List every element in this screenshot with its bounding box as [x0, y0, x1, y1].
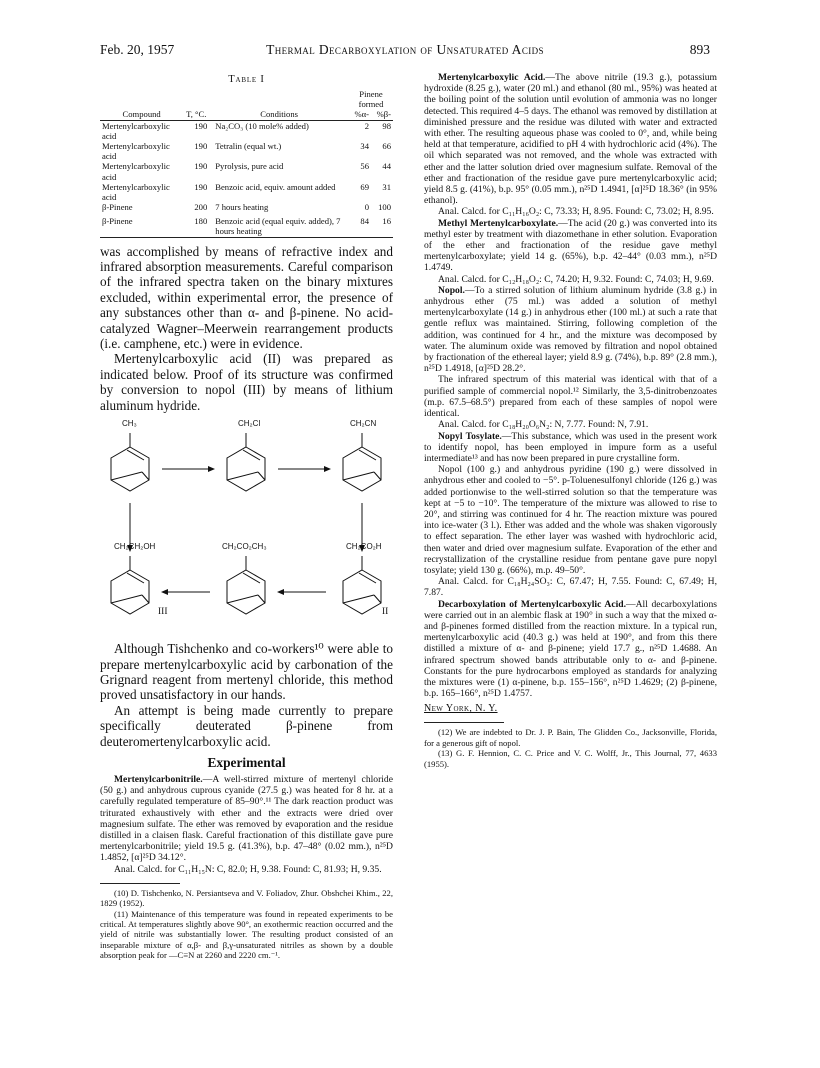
experimental-paragraph: Nopol (100 g.) and anhydrous pyridine (190 g.) were dissolved in anhydrous ether and cooled to −5°. p-Toluenesulfonyl chloride (126 g.) was added portionwise to the well-stirred solution so that the temperature was kept at −5 to −10°. The temperature of the mixture was allowed to rise to 20°, and stirring was continued for 4 hr. The reaction mixture was poured into ice-water (3 l.). Ether was added and the whole was shaken vigorously to effect separation. The ether layer was washed with hydrochloric acid, then water and dried over magnesium sulfate. Evaporation of the ether and recrystallization of the crystalline residue from pentane gave pure nopyl tosylate; yield 130 g. (66%), m.p. 49–50°. [424, 464, 717, 576]
table-row [100, 182, 393, 202]
experimental-paragraph [100, 774, 393, 864]
footnote: (10) D. Tishchenko, N. Persiantseva and V. Foliadov, Zhur. Obshchei Khim., 22, 1829 (1952). [100, 887, 393, 909]
table-head-temp: T, °C. [183, 109, 209, 120]
table-cell-conditions: Tetralin (equal wt.) [215, 141, 282, 152]
table-cell-beta: 66 [382, 141, 391, 152]
body-paragraph: was accomplished by means of refractive index and infrared absorption measurements. Careful comparison of the infrared spectra taken on the binary mixtures excluded, within experimental error, the presence of any substances other than α- and β-pinene. No acid-catalyzed Wagner–Meerwein rearrangement products (i.e. camphene, etc.) were in evidence. [100, 243, 393, 352]
paragraph-text: —To a stirred solution of lithium aluminum hydride (3.8 g.) in anhydrous ether (75 ml.) was added a solution of methyl mertenylcarboxylate (14 g.) in anhydrous ether (100 ml.) at such a rate that gentle reflux was maintained. Stirring, following completion of the addition, was continued for 4 hr., and the mixture was decomposed by water. The aluminum oxide was removed by filtration and nopol obtained by fractionation of the ethereal layer; yield 8.9 g. (74%), b.p. 89° (2.8 mm.), n²⁵D 1.4918, [α]²⁵D 28.2°. [424, 284, 717, 375]
table-cell-alpha: 2 [364, 120, 369, 131]
compound-heading: Mertenylcarbonitrile. [114, 773, 203, 785]
footnote: (12) We are indebted to Dr. J. P. Bain, The Glidden Co., Jacksonville, Florida, for a generous gift of nopol. [424, 727, 717, 748]
table-1 [100, 89, 393, 238]
table-head-beta: %β- [371, 109, 393, 120]
table-cell-alpha: 69 [360, 181, 369, 192]
table-cell-compound: Mertenylcarboxylic acid [102, 181, 170, 203]
analysis-line: Anal. Calcd. for C₁₈H₂₀O₆N₂: N, 7.77. Found: N, 7.91. [438, 419, 649, 431]
footnote: (13) G. F. Hennion, C. C. Price and V. C. Wolff, Jr., This Journal, 77, 4633 (1955). [424, 748, 717, 769]
table-cell-compound: β-Pinene [100, 216, 183, 237]
table-head-alpha: %α- [349, 109, 371, 120]
table-row [100, 216, 393, 237]
page-number: 893 [689, 42, 710, 57]
analysis-line: Anal. Calcd. for C₁₂H₁₈O₂: C, 74.20; H, 9.32. Found: C, 74.03; H, 9.69. [438, 273, 714, 285]
table-cell-beta: 44 [382, 161, 391, 172]
table-cell-beta: 98 [382, 120, 391, 131]
table-head-conditions: Conditions [209, 109, 349, 120]
running-header [100, 42, 710, 62]
analysis-line: Anal. Calcd. for C₁₁H₁₆O₂: C, 73.33; H, 8.95. Found: C, 73.02; H, 8.95. [438, 206, 714, 218]
table-head-pinene-formed: Pinene formed [358, 89, 384, 110]
paragraph-text: —All decarboxylations were carried out in an alembic flask at 190° in such a way that the mixed α- and β-pinenes formed distilled from the reaction mixture. In a typical run, mertenylcarboxylic acid (40.3 g.) was held at 190°, and from this there distilled a mixture of α- and β-pinene; yield 17.7 g., n²⁵D 1.4688. An infrared spectrum showed bands attributable only to α- and β-pinene. Constants for the pure hydrocarbons employed as standards for analyzing the mixtures were (1) α-pinene, b.p. 155–156°, n²⁵D 1.4629; (2) β-pinene, b.p. 165–166°, n²⁵D 1.4757. [424, 598, 717, 700]
analysis-line: Anal. Calcd. for C₁₁H₁₅N: C, 82.0; H, 9.38. Found: C, 81.93; H, 9.35. [114, 863, 382, 875]
compound-heading: Methyl Mertenylcarboxylate. [438, 217, 559, 229]
institution-location: New York, N. Y. [424, 703, 498, 715]
experimental-paragraph [424, 285, 717, 375]
table-head-compound: Compound [100, 109, 183, 120]
compound-heading: Nopol. [438, 284, 465, 296]
section-heading: Experimental [207, 754, 286, 770]
table-row [100, 161, 393, 181]
table-row [100, 141, 393, 161]
table-header-row [100, 109, 393, 120]
compound-heading: Decarboxylation of Mertenylcarboxylic Acid. [438, 598, 626, 610]
table-cell-conditions: Na₂CO₃ (10 mole% added) [215, 120, 309, 131]
table-cell-temp: 190 [194, 161, 208, 172]
compound-number: II [382, 607, 389, 618]
table-cell-conditions: Benzoic acid (equal equiv. added), 7 hours heating [209, 216, 349, 237]
table-cell-compound: Mertenylcarboxylic acid [102, 161, 170, 182]
paragraph-text: —This substance, which was used in the present work to identify nopol, has been employed in impure form as a useful intermediate¹³ and has now been prepared in pure crystalline form. [424, 430, 717, 464]
table-cell-beta: 31 [382, 181, 391, 192]
table-cell-alpha: 56 [360, 161, 369, 172]
experimental-paragraph [424, 218, 717, 274]
left-column [100, 72, 393, 961]
experimental-paragraph: The infrared spectrum of this material was identical with that of a purified sample of commercial nopol.¹² Similarly, the 3,5-dinitrobenzoates (m.p. 67.5–68.5°) prepared from each of these samples of nopol were identical. [424, 374, 717, 420]
header-title: Thermal Decarboxylation of Unsaturated Acids [266, 42, 544, 57]
body-paragraph: An attempt is being made currently to prepare specifically deuterated β-pinene from deuteromertenylcarboxylic acid. [100, 702, 393, 749]
substituent-label: CH₃ [122, 419, 137, 429]
compound-number: III [158, 607, 168, 618]
table-cell-alpha: 34 [360, 141, 369, 152]
table-cell-alpha: 84 [349, 216, 371, 237]
body-paragraph: Although Tishchenko and co-workers¹⁰ were able to prepare mertenylcarboxylic acid by carbonation of the Grignard reagent from mertenyl chloride, this method proved unsatisfactory in our hands. [100, 641, 393, 703]
analysis-line: Anal. Calcd. for C₁₈H₂₄SO₃: C, 67.47; H, 7.55. Found: C, 67.49; H, 7.87. [424, 576, 717, 599]
substituent-label: CH₂CH₂OH [114, 542, 156, 552]
table-cell-conditions: Benzoic acid, equiv. amount added [215, 181, 336, 192]
paragraph-text: —The acid (20 g.) was converted into its methyl ester by treatment with diazomethane in ether solution. Evaporation of the ether and fractionation of the residue gave methyl mertenylcarboxylate; yield 14 g. (65%), b.p. 42–44° (0.03 mm.), n²⁵D 1.4749. [424, 217, 717, 274]
table-row [100, 202, 393, 216]
experimental-paragraph [424, 431, 717, 465]
table-cell-conditions: Pyrolysis, pure acid [215, 161, 284, 172]
table-cell-alpha: 0 [364, 202, 369, 213]
substituent-label: CH₂Cl [238, 419, 261, 429]
header-date: Feb. 20, 1957 [100, 42, 175, 57]
table-cell-temp: 190 [194, 141, 208, 152]
body-paragraph: Mertenylcarboxylic acid (II) was prepared as indicated below. Proof of its structure was confirmed by conversion to nopol (III) by means of lithium aluminum hydride. [100, 351, 393, 413]
table-header-top [100, 89, 393, 109]
table-cell-beta: 16 [371, 216, 393, 237]
structure-mertenyl-nitrile [343, 433, 381, 491]
scheme-drawing [100, 417, 393, 635]
experimental-paragraph [424, 599, 717, 700]
reaction-scheme [100, 417, 393, 635]
substituent-label: CH₂CO₂CH₃ [222, 542, 267, 552]
substituent-label: CH₂CO₂H [346, 542, 382, 552]
structure-mertenylcarboxylic-acid [343, 556, 381, 614]
structure-mertenyl-chloride [227, 433, 265, 491]
right-column [424, 72, 717, 769]
table-cell-temp: 200 [194, 202, 208, 213]
compound-heading: Mertenylcarboxylic Acid. [438, 72, 546, 83]
table-caption: Table I [228, 74, 265, 85]
paragraph-text: —A well-stirred mixture of mertenyl chloride (50 g.) and anhydrous cuprous cyanide (27.5 g.) was heated for 8 hr. at a carefully regulated temperature of 85–90°.¹¹ The dark reaction product was triturated exhaustively with ether and the extracts were dried over magnesium sulfate. The ether was removed by evaporation and the residue distilled in a claisen flask. Careful fractionation of this distillate gave pure mertenylcarbonitrile; yield 19.5 g. (41.3%), b.p. 47–48° (0.02 mm.), n²⁵D 1.4852, [α]²⁵D 34.12°. [100, 773, 393, 864]
table-cell-conditions: 7 hours heating [215, 202, 269, 213]
table-cell-beta: 100 [378, 202, 391, 213]
footnote: (11) Maintenance of this temperature was found in repeated experiments to be critical. At temperatures slightly above 90°, an exothermic reaction occurred and the yield of nitrile was substantially lower. The resulting product consisted of an inseparable mixture of α,β- and β,γ-unsaturated nitriles as shown by a double absorption peak for —C≡N at 2260 and 2220 cm.⁻¹. [100, 908, 393, 961]
table-cell-compound: β-Pinene [102, 202, 133, 213]
table-cell-temp: 180 [183, 216, 209, 237]
table-row [100, 120, 393, 141]
structure-nopol [111, 556, 149, 614]
structure-pinene [111, 433, 149, 491]
footnote-divider [100, 883, 180, 884]
footnote-divider [424, 722, 504, 723]
table-cell-compound: Mertenylcarboxylic acid [102, 141, 170, 162]
table-cell-temp: 190 [194, 181, 208, 192]
table-cell-temp: 190 [194, 120, 208, 131]
structure-methyl-ester [227, 556, 265, 614]
compound-heading: Nopyl Tosylate. [438, 430, 502, 442]
experimental-paragraph [424, 72, 717, 206]
substituent-label: CH₂CN [350, 419, 377, 429]
table-cell-compound: Mertenylcarboxylic acid [102, 120, 170, 141]
paragraph-text: —The above nitrile (19.3 g.), potassium hydroxide (8.25 g.), water (20 ml.) and ethanol (80 ml., 95%) was heated at the boiling point of the solution until evolution of ammonia was no longer detected. This required 4–5 days. The ethanol was removed by distillation at diminished pressure and the residue was diluted with water and extracted with ether. The resulting aqueous phase was cooled to 0°, and, while being held at that temperature, acidified to pH 4 with hydrochloric acid (4%). The oil which separated was not removed, and the whole was extracted with ether and the latter solution dried over magnesium sulfate. Removal of the ether and fractionation of the residue gave pure mertenylcarboxylic acid; yield 8.5 g. (41%), b.p. 95° (0.05 mm.), n²⁵D 1.4941, [α]²⁵D 18.36° (in 95% ethanol). [424, 72, 717, 207]
